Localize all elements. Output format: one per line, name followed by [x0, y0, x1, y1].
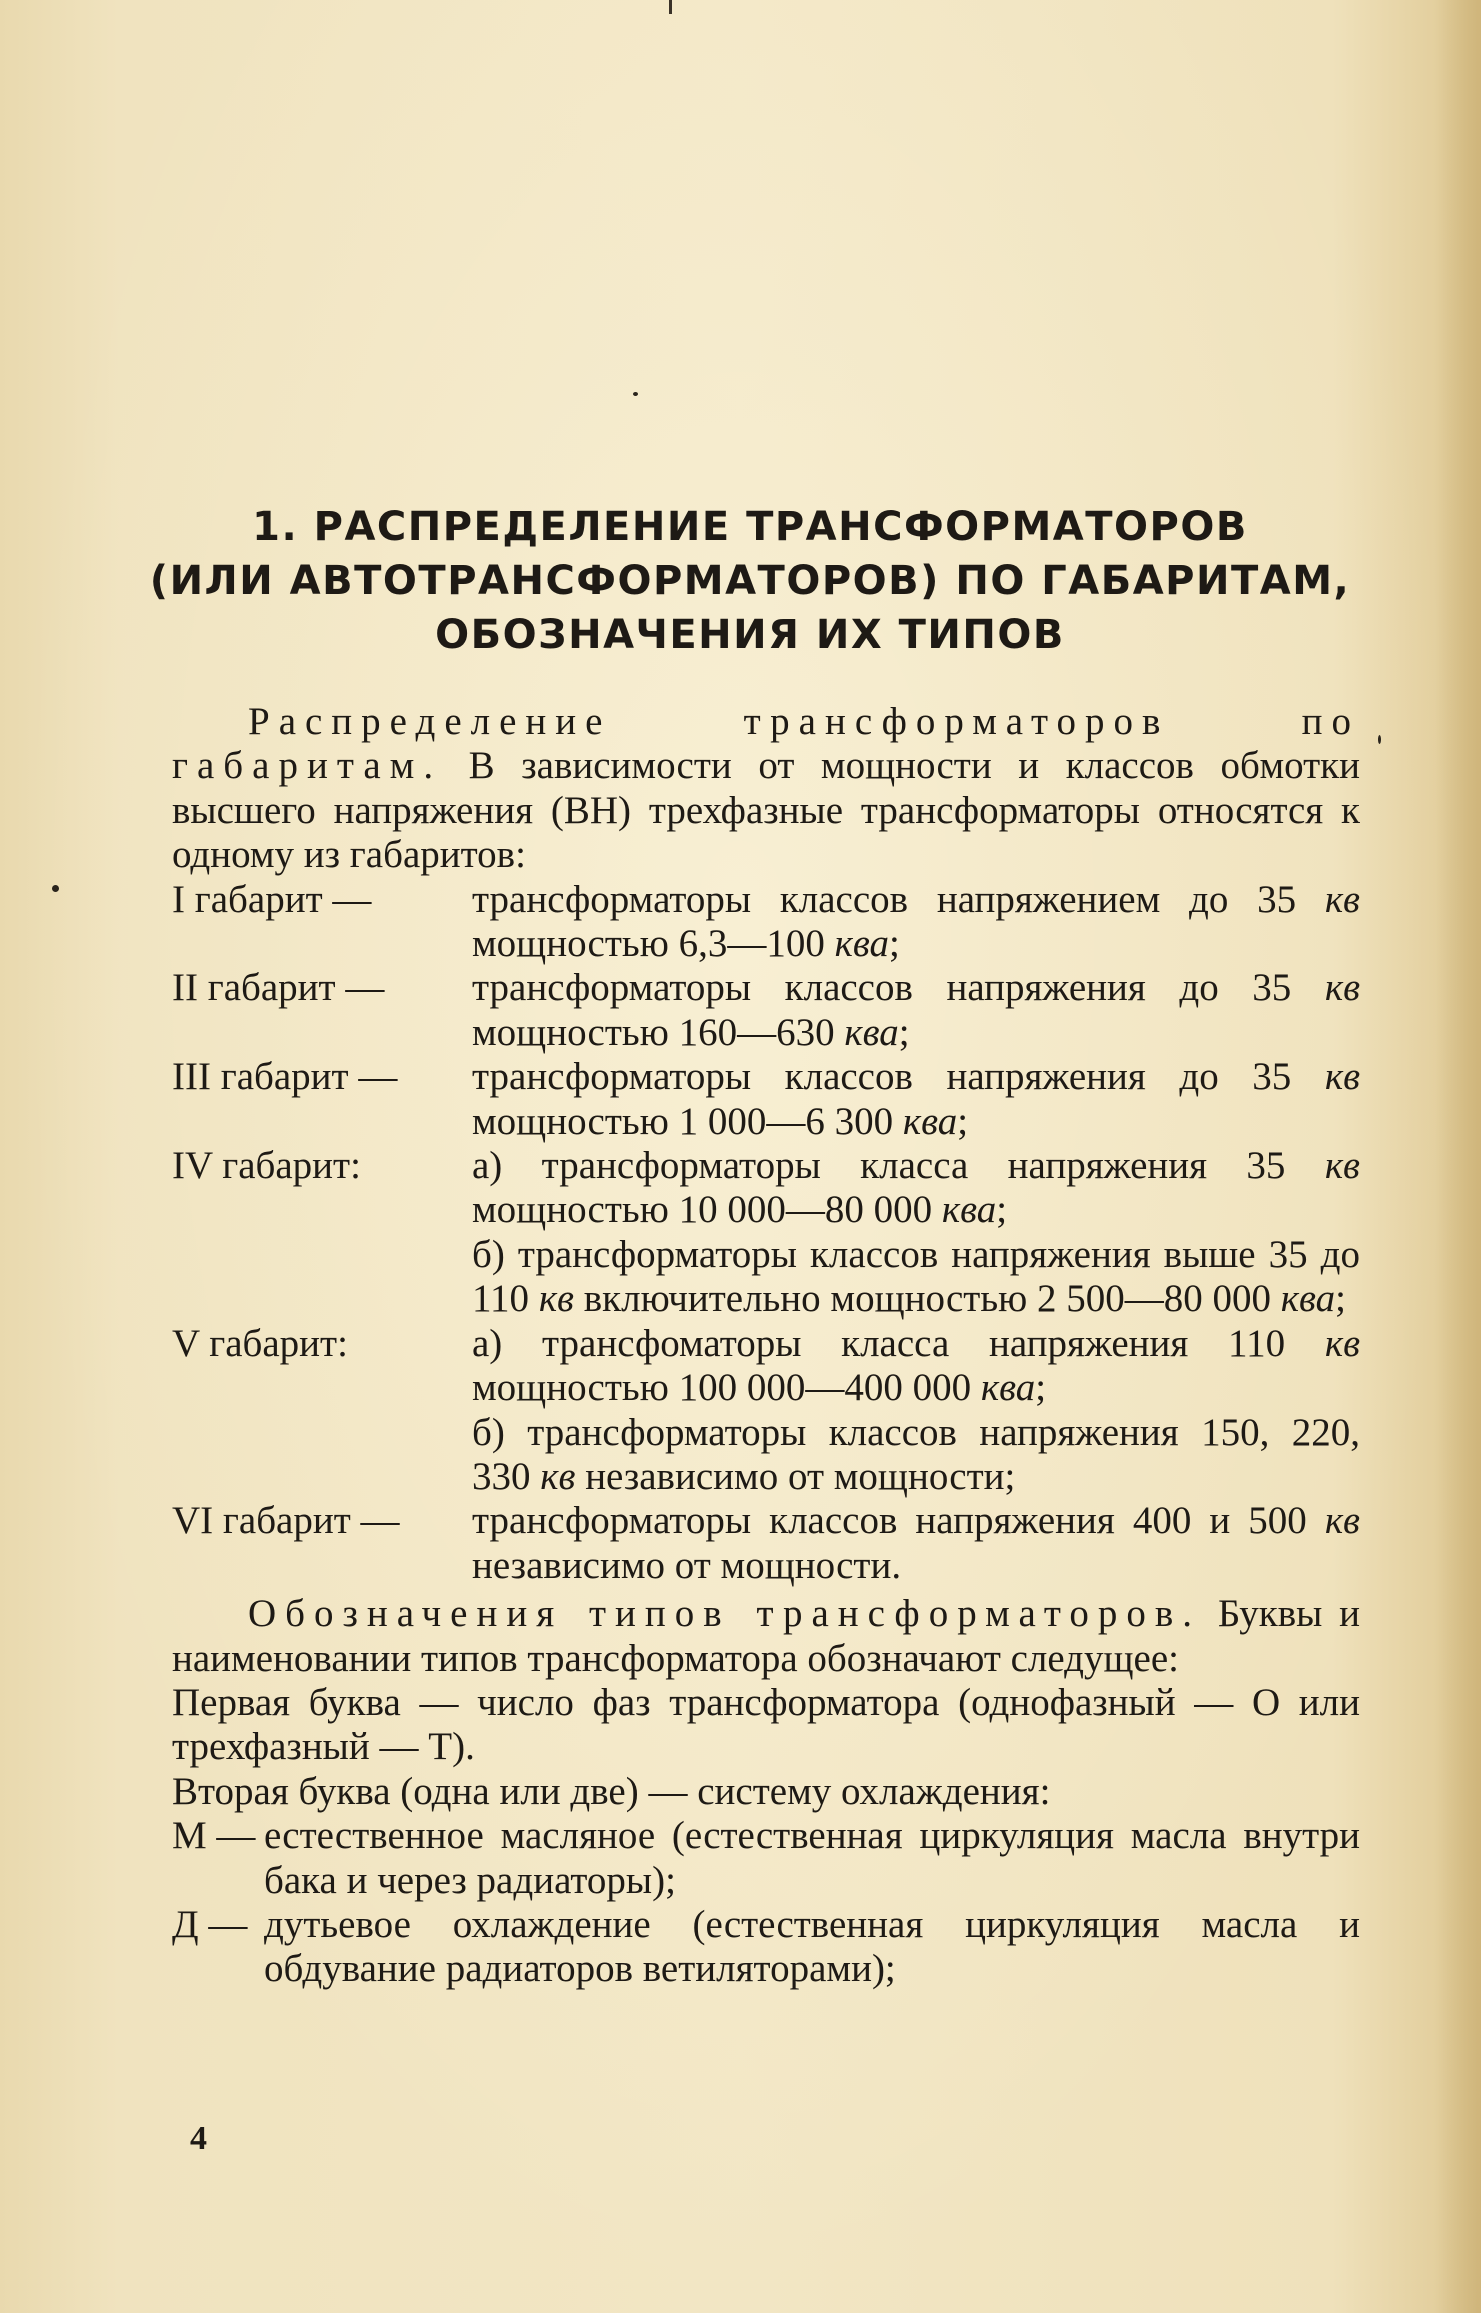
heading-line-2: (ИЛИ АВТОТРАНСФОРМАТОРОВ) ПО ГАБАРИТАМ,: [149, 558, 1351, 604]
gabarit-label: III габарит —: [172, 1055, 398, 1099]
gabarit-label: V габарит:: [172, 1321, 348, 1365]
gabarit-text: трансформаторы классов напряжения до 35 кв мощностью 160—630 ква;: [472, 966, 1361, 1054]
page-number: 4: [190, 2120, 207, 2157]
gabarit-label: IV габарит:: [172, 1144, 361, 1188]
gabarit-5-b: б) трансформаторы классов напряжения 150, 220, 330 кв независимо от мощности;: [472, 1410, 1360, 1498]
gabarit-2: [172, 966, 1360, 1055]
gabarit-text: [472, 1322, 1360, 1500]
types-text: Буквы и наименовании типов трансформатора обозначают следущее:: [172, 1592, 1360, 1680]
paper-speck: [1378, 735, 1381, 744]
intro-text: В зависимости от мощности и классов обмотки высшего напряжения (ВН) трехфазные трансформаторы относятся к одному из габаритов:: [172, 744, 1360, 877]
gabarit-4-b: б) трансформаторы классов напряжения выше 35 до 110 кв включительно мощностью 2 500—80 000 ква;: [472, 1232, 1360, 1321]
gabarit-1: [172, 878, 1360, 967]
second-letter-paragraph: Вторая буква (одна или две) — систему охлаждения:: [172, 1769, 1051, 1813]
cooling-label: Д —: [172, 1902, 248, 1946]
intro-lead: Распределение трансформаторов по габаритам.: [172, 700, 1360, 788]
gabarit-text: трансформаторы классов напряжения 400 и 500 кв независимо от мощности.: [472, 1499, 1360, 1587]
cooling-d: [172, 1903, 1360, 1992]
print-mark: [669, 0, 672, 14]
gabarit-5: [172, 1322, 1360, 1500]
gabarit-text: [472, 1144, 1360, 1322]
section-heading: [140, 500, 1360, 662]
gabarit-label: VI габарит —: [172, 1499, 400, 1543]
gabarit-3: [172, 1055, 1360, 1144]
intro-paragraph: [172, 700, 1360, 878]
gabarit-label: II габарит —: [172, 966, 385, 1010]
gabarit-4-a: а) трансформаторы класса напряжения 35 кв мощностью 10 000—80 000 ква;: [472, 1144, 1360, 1232]
gabarit-6: [172, 1499, 1360, 1588]
gabarit-5-a: а) трансфоматоры класса напряжения 110 кв мощностью 100 000—400 000 ква;: [472, 1321, 1361, 1410]
page-edge-shadow: [1435, 0, 1481, 2313]
cooling-text: дутьевое охлаждение (естественная циркуляция масла и обдувание радиаторов ветиляторами);: [264, 1902, 1360, 1991]
gabarit-text: трансформаторы классов напряжения до 35 кв мощностью 1 000—6 300 ква;: [472, 1055, 1361, 1143]
types-paragraph: [172, 1592, 1360, 1681]
paper-speck: [52, 885, 59, 892]
types-lead: Обозначения типов трансформаторов.: [248, 1592, 1202, 1636]
gabarit-4: [172, 1144, 1360, 1322]
cooling-text: естественное масляное (естественная циркуляция масла внутри бака и через радиаторы);: [264, 1814, 1360, 1902]
body-text: [172, 700, 1360, 1992]
gabarit-text: трансформаторы классов напряжением до 35 кв мощностью 6,3—100 ква;: [472, 877, 1360, 966]
heading-line-3: ОБОЗНАЧЕНИЯ ИХ ТИПОВ: [435, 612, 1065, 658]
cooling-label: М —: [172, 1814, 256, 1858]
first-letter-paragraph: Первая буква — число фаз трансформатора (однофазный — О или трехфазный — Т).: [172, 1680, 1360, 1769]
cooling-m: [172, 1814, 1360, 1903]
paper-speck: [633, 392, 638, 396]
heading-line-1: 1. РАСПРЕДЕЛЕНИЕ ТРАНСФОРМАТОРОВ: [252, 504, 1248, 550]
gabarit-label: I габарит —: [172, 877, 372, 921]
